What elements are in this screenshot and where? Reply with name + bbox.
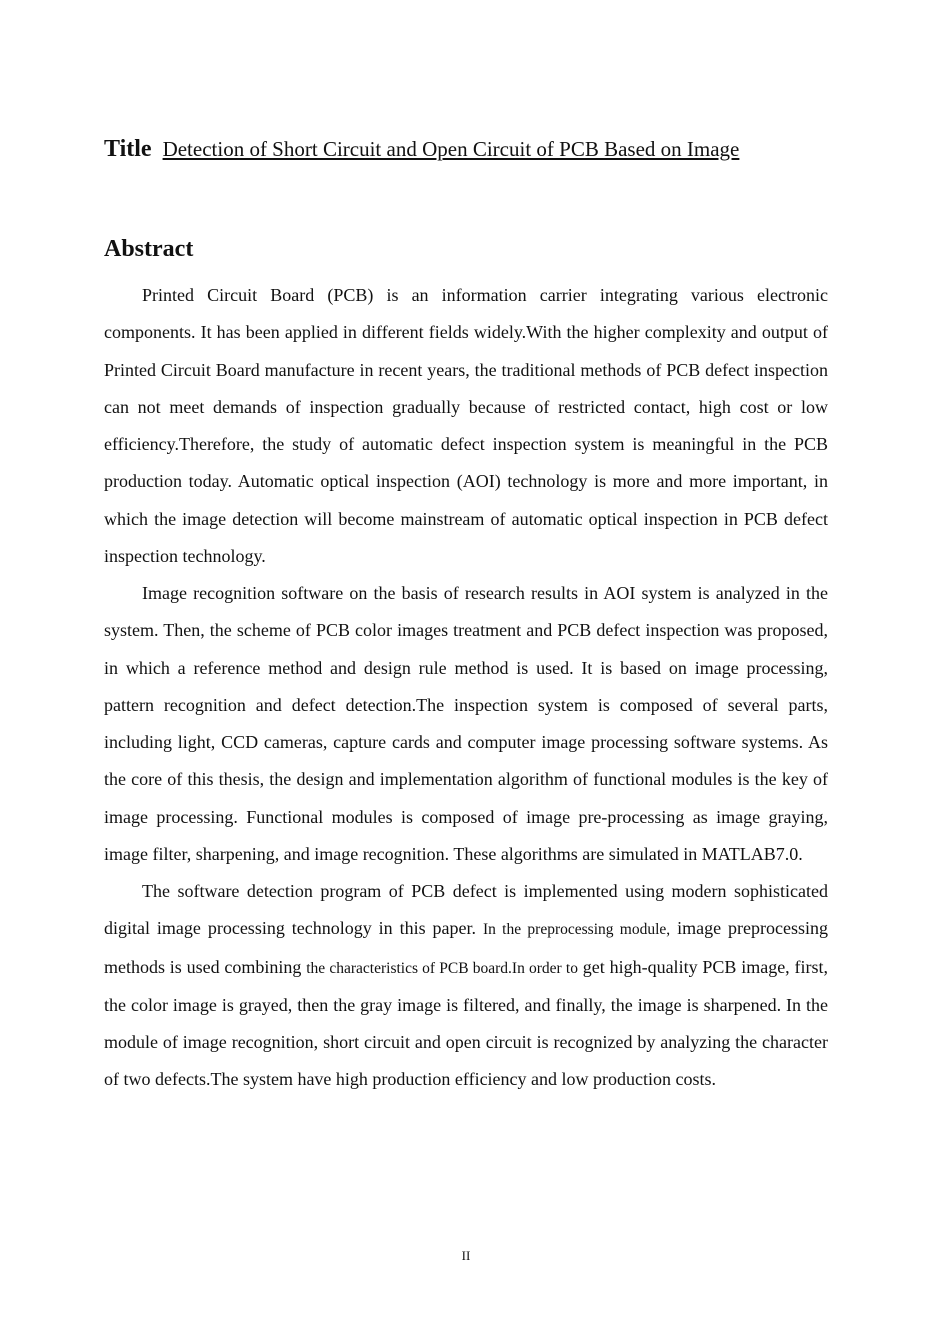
title-row	[104, 136, 739, 163]
abstract-paragraph-1: Printed Circuit Board (PCB) is an information carrier integrating various electronic components. It has been applied in different fields widely.With the higher complexity and output of Printed Circuit Board manufacture in recent years, the traditional methods of PCB defect inspection can not meet demands of inspection gradually because of restricted contact, high cost or low efficiency.Therefore, the study of automatic defect inspection system is meaningful in the PCB production today. Automatic optical inspection (AOI) technology is more and more important, in which the image detection will become mainstream of automatic optical inspection in PCB defect inspection technology.	[104, 285, 828, 566]
abstract-heading: Abstract	[104, 236, 194, 262]
page-number: II	[461, 1248, 471, 1263]
paragraph-segment: get high-quality PCB image, first, the color image is grayed, then the gray image is filtered, and finally, the image is sharpened. In the module of image recognition, short circuit and open circuit is recognized by analyzing the character of two defects.The system have high production efficiency and low production costs.	[104, 956, 828, 1090]
abstract-paragraph-2: Image recognition software on the basis of research results in AOI system is analyzed in the system. Then, the scheme of PCB color images treatment and PCB defect inspection was proposed, in which a reference method and design rule method is used. It is based on image processing, pattern recognition and defect detection.The inspection system is composed of several parts, including light, CCD cameras, capture cards and computer image processing software systems. As the core of this thesis, the design and implementation algorithm of functional modules is the key of image processing. Functional modules is composed of image pre-processing as image graying, image filter, sharpening, and image recognition. These algorithms are simulated in MATLAB7.0.	[104, 583, 828, 864]
paragraph-segment-small: the characteristics of PCB board.In order to	[306, 959, 578, 977]
title-label: Title	[104, 136, 152, 162]
thesis-title: Detection of Short Circuit and Open Circuit of PCB Based on Image	[162, 137, 740, 161]
abstract-paragraph-3	[104, 873, 828, 1099]
abstract-body	[104, 277, 828, 1099]
paragraph-segment: The software detection program of PCB defect is implemented using modern sophisticated digital image processing technology in this paper.	[104, 881, 828, 939]
paragraph-segment-small: In the preprocessing module,	[482, 921, 671, 939]
paragraph-segment: image preprocessing methods is used combining	[104, 918, 828, 977]
